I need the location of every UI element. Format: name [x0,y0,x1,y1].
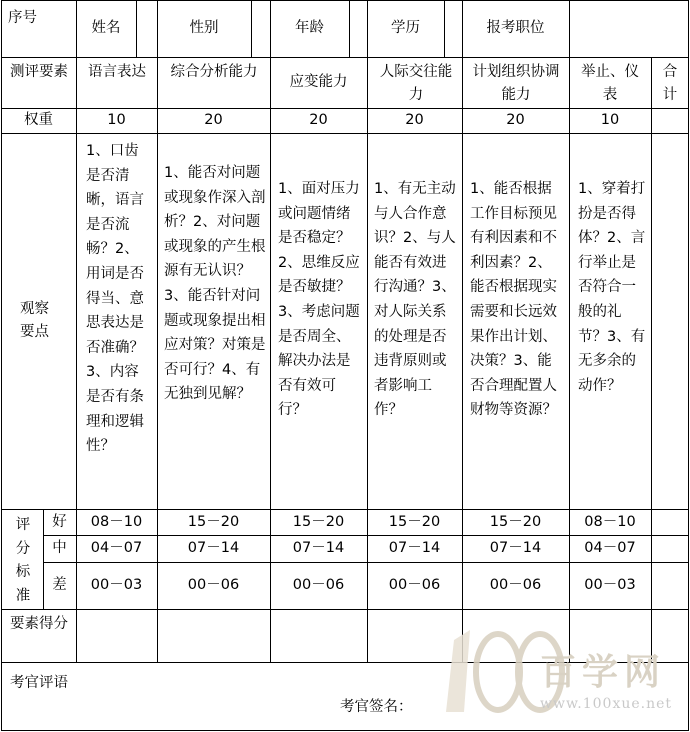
score-poor-interpersonal: 00－06 [388,577,441,593]
gender-label: 性别 [189,20,219,36]
examiner-comment-label: 考官评语 [10,675,68,691]
observation-label: 观察要点 [20,301,49,340]
weight-interpersonal: 20 [405,112,424,128]
weight-planning: 20 [506,112,525,128]
weight-adaptability: 20 [309,112,328,128]
weights-label: 权重 [24,112,53,128]
age-label: 年龄 [295,20,324,36]
factor-manner: 举止、仪表 [581,64,639,103]
score-medium-interpersonal: 07－14 [388,540,441,556]
factor-planning: 计划组织协调能力 [472,64,560,103]
score-poor-adaptability: 00－06 [292,577,345,593]
observation-analysis: 1、能否对问题或现象作深入剖析？2、对问题或现象的产生根源有无认识？3、能否针对问题或现象提出相应对策？对策是否可行？4、有无独到见解？ [164,165,266,403]
score-medium-analysis: 07－14 [187,540,240,556]
position-label: 报考职位 [486,20,545,36]
score-medium-language: 04－07 [90,540,143,556]
score-poor-manner: 00－03 [584,577,636,593]
watermark-url: www.100xue.net [540,696,673,712]
score-poor-analysis: 00－06 [187,577,240,593]
scoring-medium-label: 中 [52,540,67,556]
watermark-site-name: 百学网 [540,651,667,693]
score-medium-planning: 07－14 [489,540,542,556]
factor-analysis: 综合分析能力 [170,64,258,80]
score-medium-adaptability: 07－14 [292,540,345,556]
factors-label: 测评要素 [10,64,68,80]
examiner-signature-label: 考官签名： [340,699,413,715]
scoring-label: 评分标准 [15,517,31,604]
score-medium-manner: 04－07 [584,540,636,556]
education-label: 学历 [391,20,420,36]
observation-adaptability: 1、面对压力或问题情绪是否稳定？2、思维反应是否敏捷？3、考虑问题是否周全、解决办法是否有效可行？ [278,181,360,419]
observation-planning: 1、能否根据工作目标预见有利因素和不利因素？2、能否根据现实需要和长远效果作出计划、决策？3、能否合理配置人财物等资源？ [470,181,557,419]
weight-language: 10 [107,112,126,128]
name-label: 姓名 [91,20,121,36]
observation-interpersonal: 1、有无主动与人合作意识？2、与人能否有效进行沟通？3、对人际关系的处理是否违背原则或者影响工作？ [374,181,456,419]
score-good-language: 08－10 [90,513,143,530]
observation-language: 1、口齿是否清晰，语言是否流畅？2、用词是否得当、意思表达是否准确？3、内容是否有条理和逻辑性？ [86,143,144,455]
score-good-manner: 08－10 [584,513,636,530]
score-poor-language: 00－03 [90,577,143,593]
factor-total: 合计 [662,64,678,103]
score-good-adaptability: 15－20 [292,513,345,530]
serial-label: 序号 [8,10,37,26]
weight-analysis: 20 [204,112,223,128]
factor-adaptability: 应变能力 [289,74,348,90]
score-good-planning: 15－20 [489,513,542,530]
score-poor-planning: 00－06 [489,577,542,593]
factor-language: 语言表达 [88,64,146,80]
score-good-interpersonal: 15－20 [388,513,441,530]
factor-score-label: 要素得分 [10,616,68,632]
factor-interpersonal: 人际交往能力 [379,64,453,103]
observation-manner: 1、穿着打扮是否得体？2、言行举止是否符合一般的礼节？3、有无多余的动作？ [578,181,646,394]
scoring-good-label: 好 [52,513,67,530]
scoring-poor-label: 差 [52,577,67,593]
weight-manner: 10 [600,112,620,128]
score-good-analysis: 15－20 [187,513,240,530]
